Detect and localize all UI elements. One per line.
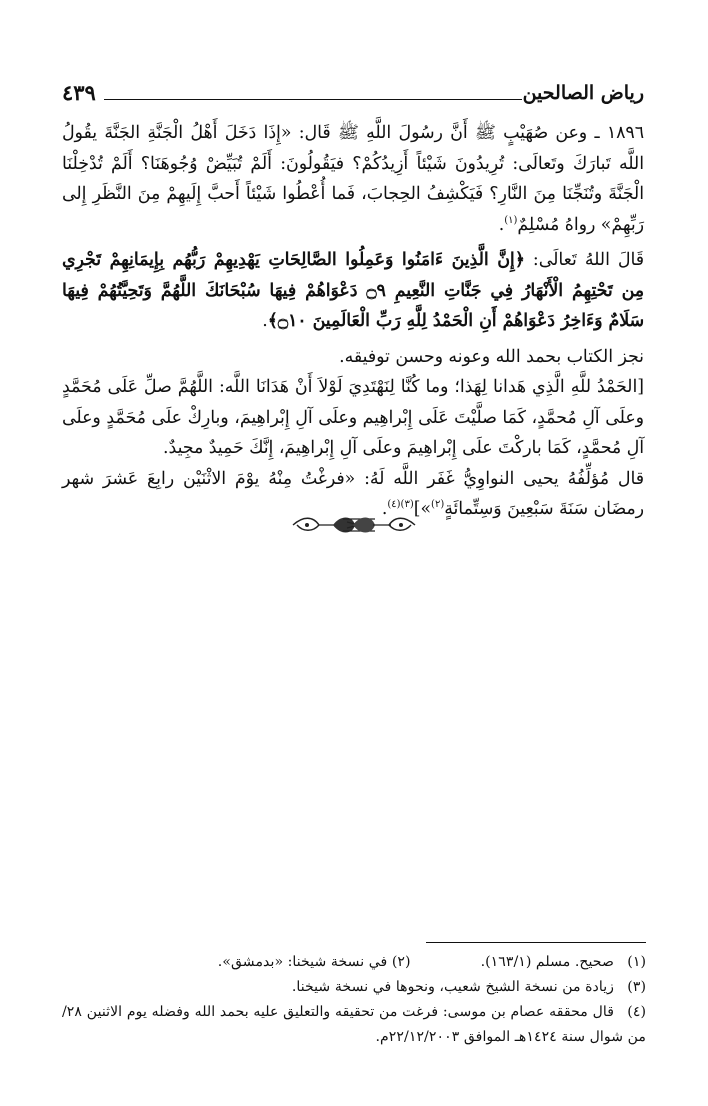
footnote-number: (٢) <box>391 954 411 970</box>
footnote-text: زيادة من نسخة الشيخ شعيب، ونحوها في نسخة شيخنا. <box>291 979 614 995</box>
colophon-text: قال مُؤلِّفُهُ يحيى النواوِيُّ غَفَر اللَّه لَهُ: «فرغْتُ مِنْهُ يوْمَ الاثْنَيْن رابِعَ عَشرَ شهر رمضَان سَنَةَ سَبْعِينَ وَسِتِّمائَةٍ <box>62 468 644 519</box>
running-title: رياض الصالحين <box>522 82 644 104</box>
page-header <box>62 82 644 112</box>
footnote-4 <box>62 1000 646 1050</box>
main-text <box>62 118 644 525</box>
quran-verse: ﴿إِنَّ الَّذِينَ ءَامَنُوا وَعَمِلُوا الصَّالِحَاتِ يَهْدِيهِمْ رَبُّهُم بِإِيمَانِهِمْ تَجْرِي مِن تَحْتِهِمُ الْأَنْهَارُ فِي جَنَّاتِ النَّعِيمِ ۝٩ دَعْوَاهُمْ فِيهَا سُبْحَانَكَ اللَّهُمَّ وَتَحِيَّتُهُمْ فِيهَا سَلَامٌ وَءَاخِرُ دَعْوَاهُمْ أَنِ الْحَمْدُ لِلَّهِ رَبِّ الْعَالَمِينَ ۝١٠﴾ <box>62 250 644 331</box>
punctuation: . <box>262 311 268 331</box>
punctuation: »] <box>413 499 432 519</box>
footnote-number: (١) <box>627 954 646 970</box>
footnote-number: (٤) <box>627 1004 646 1020</box>
footnote-number: (٣) <box>627 979 646 995</box>
footnote-1-2 <box>62 950 646 975</box>
punctuation: . <box>498 214 505 235</box>
footnote-text: قال محققه عصام بن موسى: فرغت من تحقيقه والتعليق عليه بحمد الله وفضله يوم الاثنين ٢٨/ من شوال سنة ١٤٢٤هـ الموافق ٢٢/١٢/٢٠٠٣م. <box>62 1004 646 1045</box>
footnote-3 <box>62 975 646 1000</box>
hadith-text: ١٨٩٦ ـ وعن صُهَيْبٍ ﷺ أَنَّ رسُولَ اللَّهِ ﷺ قَال: «إِذَا دَخَلَ أَهْلُ الْجَنَّةِ الجَنَّةَ يقُولُ اللَّه تَبارَكَ وتَعالَى: تُرِيدُونَ شَيْئاً أَزِيدُكُمْ؟ فيَقُولُونَ: أَلَمْ تُبَيِّضْ وُجُوهَنَا؟ أَلَمْ تُدْخِلْنَا الْجَنَّةَ وتُنَجِّنَا مِنَ النَّارِ؟ فَيَكْشِفُ الحِجابَ، فَما أُعْطُوا شَيْئاً أَحبَّ إِلَيهِمْ مِنَ النَّظَرِ إِلى رَبِّهِمْ» رواهُ مُسْلِمٌ <box>62 123 644 235</box>
hadith-1896 <box>62 118 644 240</box>
footnotes <box>62 950 646 1050</box>
quran-intro: قَالَ اللهُ تَعالَى: <box>532 250 644 270</box>
punctuation: . <box>381 499 388 519</box>
completion-line: نجز الكتاب بحمد الله وعونه وحسن توفيقه. <box>339 346 644 367</box>
footnote-text: في نسخة شيخنا: «بدمشق». <box>217 954 388 970</box>
footnote-rule <box>426 942 646 943</box>
header-rule <box>104 99 522 100</box>
decorative-flourish-icon <box>0 508 708 542</box>
footnote-marker: (٣)(٤) <box>387 499 414 511</box>
page-number: ٤٣٩ <box>62 80 96 105</box>
footnote-marker: (١) <box>504 214 518 226</box>
closing-prayer: [الحَمْدُ للَّهِ الَّذِي هَدانا لِهَذا؛ وما كُنَّا لِنَهْتَدِيَ لَوْلاَ أَنْ هَدَانَا اللَّه: اللَّهُمَّ صلِّ عَلَى مُحَمَّدٍ وعلَى آلِ مُحمَّدٍ، كَمَا صلَّيْتَ عَلَى إِبْراهِيم وعلَى آلِ إِبْراهِيمَ، وبارِكْ علَى مُحَمَّدٍ وعلَى آلِ مُحمَّدٍ، كَمَا باركْتَ علَى إِبْراهِيمَ وعلَى آلِ إِبْراهِيمَ، إِنَّكَ حَمِيدٌ مجِيدٌ. <box>62 377 644 458</box>
flourish-svg <box>289 510 419 540</box>
footnote-marker: (٢) <box>431 499 445 511</box>
quran-passage <box>62 245 644 337</box>
footnote-text: صحيح. مسلم (١٦٣/١). <box>480 954 614 970</box>
